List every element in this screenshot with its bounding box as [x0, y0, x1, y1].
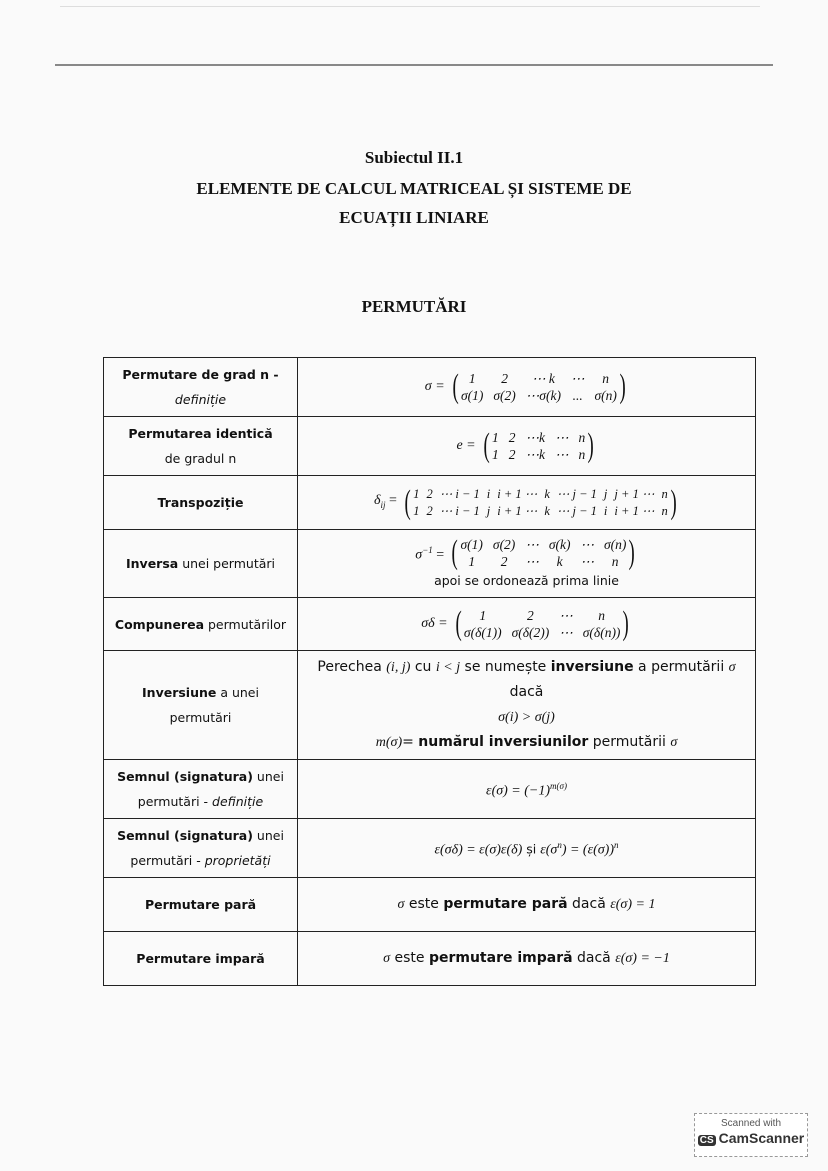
matrix-bottom-cell: k [544, 503, 550, 518]
table-row [104, 819, 756, 878]
matrix-grid [461, 536, 627, 570]
matrix-top-cell: ⋯ i − 1 [439, 486, 480, 501]
matrix-top-cell: 1 [468, 371, 476, 386]
term-cell [104, 878, 298, 932]
matrix-grid [461, 370, 617, 404]
matrix-top-cell: ⋯ j − 1 [556, 486, 597, 501]
camscanner-watermark [694, 1113, 808, 1157]
term-cell [104, 476, 298, 530]
matrix-lhs: $\sigma^{-1}$ = [415, 544, 445, 563]
formula-cell: σ este permutare pară dacă ε(σ) = 1 [298, 878, 756, 932]
permutation-matrix: $\sigma^{-1}$ = ( σ(1) σ(2) ⋯ σ(k) ⋯ σ(n) 1 2 ⋯ k ⋯ n ) [415, 533, 636, 571]
permutation-matrix: $\delta_{ij}$ = ( 1 2 ⋯ i − 1 i i + 1 ⋯ k ⋯ j − 1 j j + 1 ⋯ n 1 2 ⋯ i − 1 j i + 1 ⋯ k ⋯ j − 1 i i + 1 ⋯ n ) [373, 483, 677, 521]
matrix-top-cell: n [661, 486, 668, 501]
matrix-top-cell: σ(n) [603, 536, 627, 552]
term-cell: Semnul (signatura) unei permutări - definiție [104, 760, 298, 819]
matrix-top-cell: σ(1) [460, 536, 483, 552]
sign-formula: ε(σ) = (−1) [486, 783, 551, 799]
formula-cell: $\varepsilon(\sigma) = (-1)^{m(\sigma)}$ [298, 760, 756, 819]
term-cell [104, 598, 298, 651]
matrix-bottom-cell: σ(2) [493, 388, 516, 403]
matrix-bottom-cell: i + 1 ⋯ [614, 503, 655, 518]
matrix-top-cell: n [578, 430, 586, 445]
matrix-top-cell: ⋯ [570, 371, 585, 386]
table-row [104, 651, 756, 760]
matrix-lhs: σ = [424, 379, 445, 394]
matrix-bottom-cell: σ(1) [460, 388, 484, 403]
matrix-bottom-cell: ⋯ j − 1 [556, 503, 597, 518]
term-label: Permutare de grad n - [122, 367, 279, 382]
matrix-bottom-cell: k [556, 553, 563, 569]
table-row [104, 878, 756, 932]
matrix-grid [464, 607, 621, 641]
section-title: PERMUTĂRI [361, 297, 467, 316]
term-sublabel: de gradul n [164, 451, 237, 466]
term-label: Permutare impară [136, 951, 265, 966]
matrix-bottom-cell: ⋯σ(k) [525, 388, 561, 403]
table-row [104, 417, 756, 476]
matrix-top-cell: ⋯k [525, 430, 545, 445]
matrix-bottom-cell: ⋯ [559, 625, 573, 640]
matrix-top-cell: j + 1 ⋯ [614, 486, 655, 501]
term-cell [104, 932, 298, 986]
formula-cell [298, 530, 756, 598]
matrix-grid [413, 486, 667, 520]
matrix-top-cell: 2 [527, 608, 534, 623]
inverse-note: apoi se ordonează prima linie [434, 572, 619, 588]
term-sublabel: unei permutări [178, 556, 275, 571]
term-cell [104, 530, 298, 598]
table-row [104, 530, 756, 598]
table-row [104, 760, 756, 819]
term-cell [104, 358, 298, 417]
watermark-text: Scanned with [720, 1118, 782, 1129]
matrix-top-cell: ⋯ [559, 608, 573, 623]
matrix-bottom-cell: i + 1 ⋯ [497, 503, 538, 518]
matrix-bottom-cell: 1 [468, 553, 476, 569]
permutation-matrix: σδ = ( 1 2 ⋯ n σ(δ(1)) σ(δ(2)) ⋯ σ(δ(n)) ) [421, 605, 630, 642]
matrix-bottom-cell: n [661, 503, 668, 518]
matrix-bottom-cell: σ(δ(1)) [463, 625, 502, 640]
matrix-grid [492, 429, 585, 463]
table-row [104, 476, 756, 530]
formula-cell: ε(σδ) = ε(σ)ε(δ) și $\varepsilon(\sigma^n) = (\varepsilon(\sigma))^n$ [298, 819, 756, 878]
permutations-table [103, 357, 756, 986]
matrix-top-cell: σ(2) [492, 536, 516, 552]
matrix-lhs: e = [456, 438, 476, 453]
header-rule [55, 64, 773, 66]
matrix-top-cell: n [602, 371, 610, 386]
matrix-bottom-cell: ... [572, 388, 583, 403]
matrix-lhs: $\delta_{ij}$ = [373, 492, 397, 510]
matrix-bottom-cell: j [486, 503, 491, 518]
term-label: Inversa [126, 556, 179, 571]
formula-cell [298, 651, 756, 760]
title-line-1: ELEMENTE DE CALCUL MATRICEAL ȘI SISTEME DE [196, 179, 632, 198]
matrix-top-cell: 1 [479, 608, 487, 623]
inversion-line-1: Perechea (i, j) cu i < j se numește inversiune a permutării σ dacă [317, 659, 736, 700]
matrix-bottom-cell: 1 [491, 447, 499, 462]
term-label: Semnul (signatura) [117, 769, 253, 784]
matrix-bottom-cell: 1 [413, 503, 420, 518]
matrix-top-cell: ⋯ [525, 536, 539, 552]
matrix-top-cell: k [544, 486, 550, 501]
table-row [104, 598, 756, 651]
matrix-top-cell: 2 [508, 430, 516, 445]
matrix-bottom-cell: 2 [508, 447, 516, 462]
formula-cell: σ este permutare impară dacă ε(σ) = −1 [298, 932, 756, 986]
term-label: Semnul (signatura) [117, 828, 253, 843]
inversion-line-3: m(σ)= numărul inversiunilor permutării σ [375, 734, 678, 750]
term-cell [104, 651, 298, 760]
matrix-top-cell: ⋯ [580, 536, 594, 552]
term-label: Permutare pară [144, 897, 257, 912]
matrix-top-cell: 2 [501, 371, 508, 386]
matrix-bottom-cell: σ(n) [594, 388, 617, 403]
matrix-lhs: σδ = [421, 616, 448, 631]
term-sublabel: a unei permutări [169, 685, 259, 725]
term-cell: Semnul (signatura) unei permutări - proprietăți [104, 819, 298, 878]
matrix-bottom-cell: i [603, 503, 608, 518]
term-sublabel: permutărilor [204, 616, 287, 632]
term-label: Inversiune [142, 685, 217, 700]
watermark-brand: CS CamScanner [699, 1130, 805, 1146]
matrix-top-cell: ⋯ [554, 430, 569, 445]
matrix-top-cell: i + 1 ⋯ [497, 486, 538, 501]
permutation-matrix: e = ( 1 2 ⋯k ⋯ n 1 2 ⋯k ⋯ n ) [456, 427, 594, 464]
subject-label: Subiectul II.1 [364, 148, 464, 167]
top-faint-line [60, 6, 760, 7]
matrix-top-cell: n [598, 608, 605, 623]
matrix-top-cell: 2 [426, 486, 433, 501]
matrix-bottom-cell: ⋯k [525, 447, 545, 462]
term-sublabel: definiție [174, 392, 227, 407]
matrix-bottom-cell: 2 [426, 503, 433, 518]
title-line-2: ECUAȚII LINIARE [339, 208, 489, 227]
formula-cell [298, 358, 756, 417]
matrix-bottom-cell: ⋯ i − 1 [439, 503, 480, 518]
matrix-bottom-cell: ⋯ [525, 553, 539, 569]
formula-cell [298, 598, 756, 651]
matrix-top-cell: j [603, 486, 608, 501]
matrix-bottom-cell: ⋯ [580, 553, 594, 569]
table-row [104, 932, 756, 986]
term-label: Compunerea [114, 616, 205, 632]
matrix-bottom-cell: σ(δ(n)) [582, 625, 621, 640]
camscanner-logo-icon: CS [699, 1135, 714, 1146]
formula-cell [298, 476, 756, 530]
term-cell [104, 417, 298, 476]
formula-cell [298, 417, 756, 476]
matrix-top-cell: σ(k) [548, 536, 571, 552]
matrix-bottom-cell: n [578, 447, 586, 462]
term-label: Transpoziție [157, 495, 244, 510]
table-row [104, 358, 756, 417]
matrix-top-cell: ⋯ k [531, 371, 555, 386]
matrix-bottom-cell: ⋯ [554, 447, 569, 462]
permutation-matrix: σ = ( 1 2 ⋯ k ⋯ n σ(1) σ(2) ⋯σ(k) ... σ(n) ) [424, 368, 626, 405]
term-label: Permutarea identică [128, 426, 273, 441]
matrix-top-cell: i [486, 486, 491, 501]
matrix-bottom-cell: 2 [500, 553, 508, 569]
inversion-line-2: σ(i) > σ(j) [498, 710, 555, 725]
matrix-bottom-cell: σ(δ(2)) [511, 625, 550, 640]
matrix-top-cell: 1 [413, 486, 420, 501]
matrix-top-cell: 1 [491, 430, 499, 445]
matrix-bottom-cell: n [611, 553, 619, 569]
